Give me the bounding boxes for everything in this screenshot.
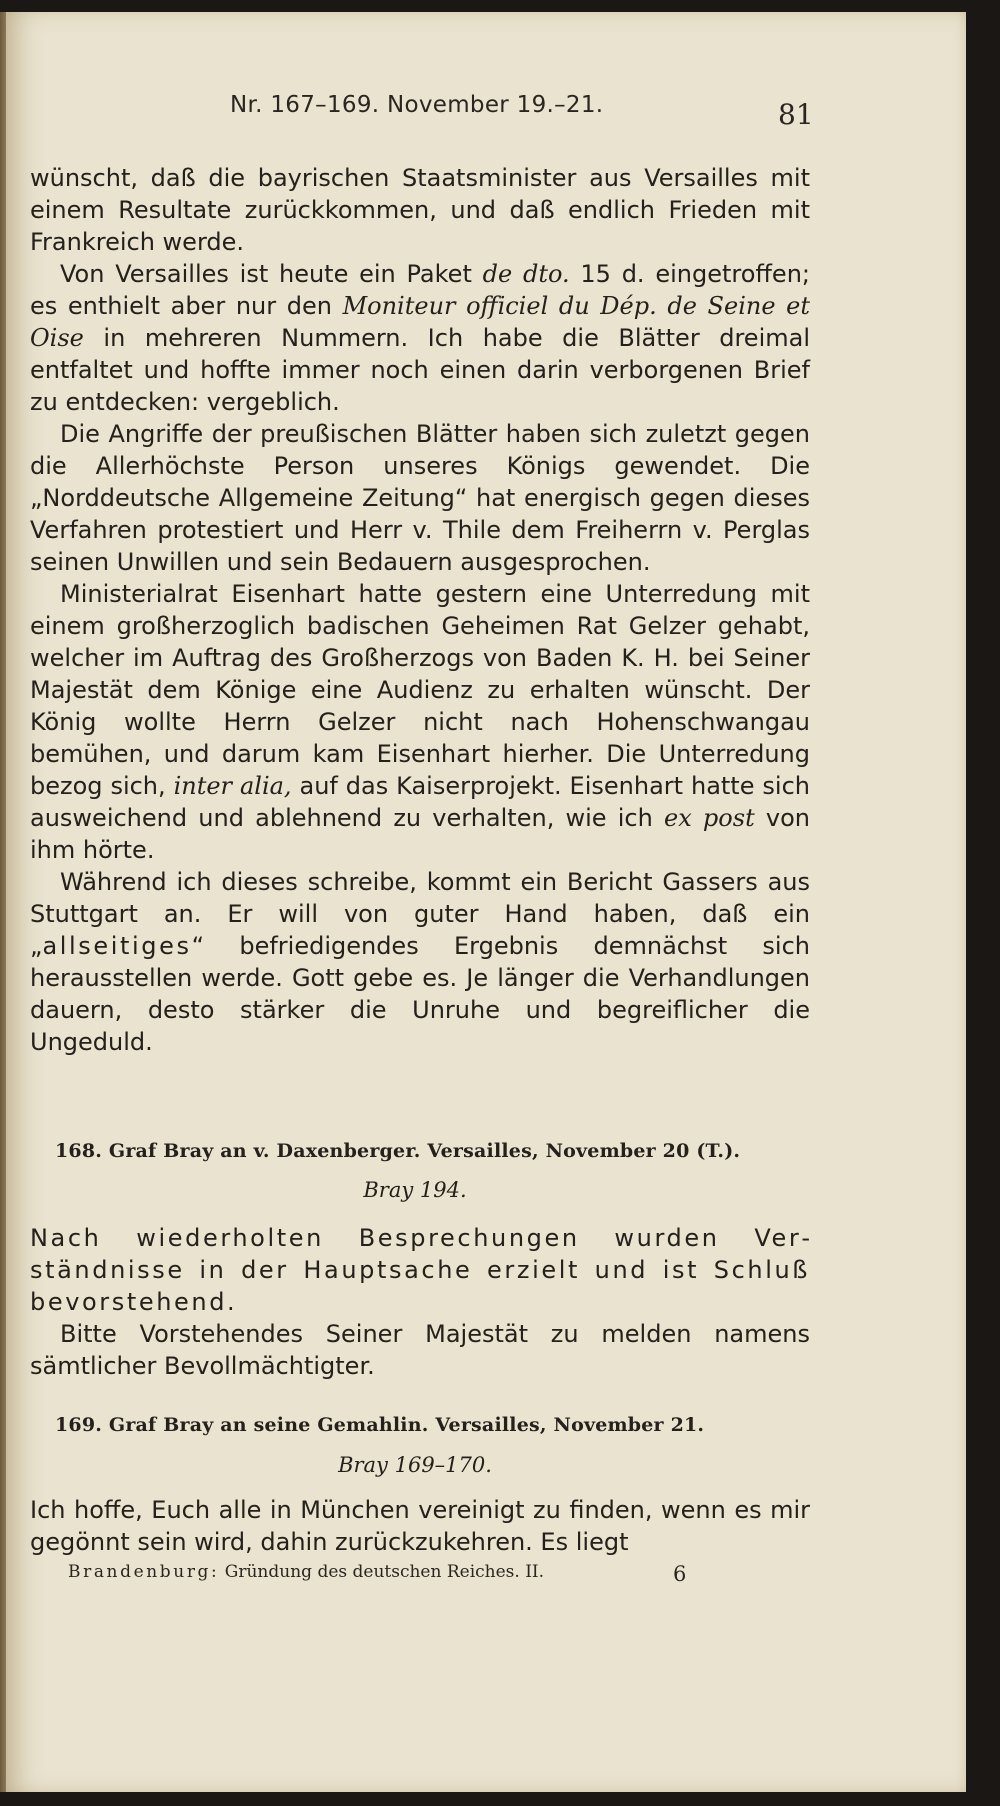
paragraph-text: Ministerialrat Eisenhart hatte gestern eine Unterredung mit einem großherzoglich badischen Geheimen Rat Gelzer gehabt, welcher im Auftrag des Großherzogs von Baden K. H. bei Seiner Majestät dem Könige eine Audienz zu erhalten wünscht. Der König wollte Herrn Gelzer nicht nach Hohenschwangau bemühen, und darum kam Eisenhart hierher. Die Unterredung bezog sich, <box>30 580 810 800</box>
paragraph <box>30 1318 810 1382</box>
document-168-source: Bray 194. <box>363 1178 467 1202</box>
paragraph-text: “ befriedigendes Ergebnis demnächst sich herausstellen werde. Gott gebe es. Je länger die Verhandlungen dauern, desto stärker die Unruhe und begreiflicher die Ungeduld. <box>30 932 810 1056</box>
paragraph <box>30 418 810 578</box>
page-number: 81 <box>778 98 814 131</box>
document-169-body <box>30 1494 810 1558</box>
paragraph-text: von ihm hörte. <box>30 804 810 864</box>
footer-work-title: Gründung des deutschen Reiches. II. <box>219 1562 545 1582</box>
paragraph-text: Die Angriffe der preußischen Blätter haben sich zuletzt gegen die Allerhöchste Person unseres Königs gewendet. Die „Norddeutsche Allgemeine Zeitung“ hat energisch gegen dieses Verfahren protestiert und Herr v. Thile dem Freiherrn v. Perglas seinen Unwillen und sein Bedauern ausgesprochen. <box>30 420 810 576</box>
paragraph-text: auf das Kaiserprojekt. Eisenhart hatte sich ausweichend und ablehnend zu verhalten, wie ich <box>30 772 810 832</box>
paragraph-text: Von Versailles ist heute ein Paket <box>60 260 483 288</box>
paragraph-text: Nach wiederholten Besprechungen wurden Verständnisse in der Hauptsache erzielt und ist Schluß bevorstehend. <box>30 1224 810 1316</box>
footer-author: Brandenburg: <box>68 1562 220 1582</box>
italic-text: ex post <box>664 804 755 832</box>
italic-text: Moniteur officiel du Dép. de Seine et Oise <box>30 292 810 352</box>
paragraph <box>30 578 810 866</box>
paragraph-text: 15 d. eingetroffen; es enthielt aber nur den <box>30 260 810 320</box>
document-169-heading: 169. Graf Bray an seine Gemahlin. Versailles, November 21. <box>55 1414 705 1436</box>
page-footer <box>68 1562 788 1586</box>
paragraph-text: wünscht, daß die bayrischen Staatsminister aus Versailles mit einem Resultate zurückkommen, und daß endlich Frieden mit Frankreich werde. <box>30 164 810 256</box>
document-168-body <box>30 1222 810 1382</box>
document-168-heading: 168. Graf Bray an v. Daxenberger. Versailles, November 20 (T.). <box>55 1140 741 1162</box>
italic-text: de dto. <box>482 260 570 288</box>
italic-text: inter alia, <box>173 772 292 800</box>
running-header: Nr. 167–169. November 19.–21. <box>230 92 604 118</box>
paragraph <box>30 1494 810 1558</box>
paragraph-text: Während ich dieses schreibe, kommt ein Bericht Gassers aus Stuttgart an. Er will von guter Hand haben, daß ein „ <box>30 868 810 960</box>
paragraph-text: Ich hoffe, Euch alle in München vereinigt zu finden, wenn es mir gegönnt sein wird, dahin zurückzukehren. Es liegt <box>30 1496 810 1556</box>
document-167-body <box>30 162 810 1058</box>
signature-mark: 6 <box>673 1562 687 1586</box>
paragraph <box>30 866 810 1058</box>
paragraph <box>30 1222 810 1318</box>
paragraph <box>30 258 810 418</box>
paragraph <box>30 162 810 258</box>
paragraph-text: in mehreren Nummern. Ich habe die Blätter dreimal entfaltet und hoffte immer noch einen darin verborgenen Brief zu entdecken: vergeblich. <box>30 324 810 416</box>
document-169-source: Bray 169–170. <box>338 1453 492 1477</box>
spaced-text: allseitiges <box>42 932 192 960</box>
paragraph-text: Bitte Vorstehendes Seiner Majestät zu melden namens sämtlicher Bevollmächtigter. <box>30 1320 810 1380</box>
